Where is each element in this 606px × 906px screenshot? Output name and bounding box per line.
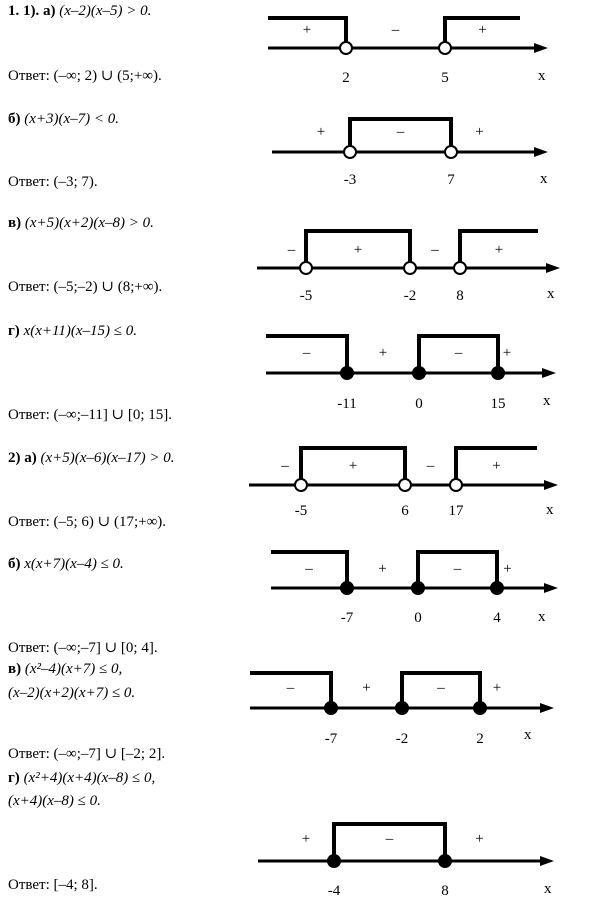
sign-label: + [492, 458, 501, 474]
closed-point [341, 367, 353, 379]
closed-point [492, 367, 504, 379]
axis-label-x: x [538, 609, 546, 625]
problem-1d-statement: г) x(x+11)(x–15) ≤ 0. [8, 323, 138, 339]
problem-2c-answer: Ответ: (–∞;–7] ∪ [–2; 2]. [8, 746, 166, 762]
sign-label: – [391, 22, 400, 38]
closed-point [341, 582, 353, 594]
point-label: -2 [395, 731, 409, 747]
sign-label: + [301, 831, 311, 847]
number-line-5 [249, 448, 558, 519]
axis-arrow [544, 583, 558, 593]
point-label: 17 [448, 503, 464, 519]
sign-label: – [431, 242, 439, 258]
closed-point [491, 582, 503, 594]
sign-label: + [475, 124, 484, 140]
open-point [300, 262, 312, 274]
open-point [445, 146, 457, 158]
point-label: -7 [340, 610, 354, 626]
open-point [454, 262, 466, 274]
problem-1b-answer: Ответ: (–3; 7). [8, 174, 98, 190]
point-label: 2 [476, 731, 484, 747]
point-label: 0 [414, 610, 422, 626]
axis-arrow [540, 703, 554, 713]
number-line-4 [266, 336, 556, 412]
sign-label: + [475, 831, 484, 847]
point-label: -4 [327, 883, 341, 899]
axis-label-x: x [543, 393, 551, 409]
problem-1c-answer: Ответ: (–5;–2) ∪ (8;+∞). [8, 279, 163, 295]
point-label: -3 [343, 172, 357, 188]
point-label: -11 [337, 396, 357, 412]
sign-label: + [492, 680, 502, 696]
axis-arrow [540, 856, 554, 866]
problem-1a-answer: Ответ: (–∞; 2) ∪ (5;+∞). [8, 68, 162, 84]
sign-label: – [426, 458, 435, 474]
point-label: 8 [456, 288, 464, 304]
number-line-7 [250, 673, 554, 747]
point-label: -5 [299, 288, 313, 304]
closed-point [412, 582, 424, 594]
problem-2c-statement-line2: (x–2)(x+2)(x+7) ≤ 0. [8, 685, 136, 701]
closed-point [413, 367, 425, 379]
open-point [404, 262, 416, 274]
axis-label-x: x [540, 171, 548, 187]
sign-label: – [453, 561, 462, 577]
problem-1c-statement: в) (x+5)(x+2)(x–8) > 0. [8, 215, 154, 231]
axis-label-x: x [538, 68, 546, 84]
sign-label: – [305, 561, 313, 577]
closed-point [325, 702, 337, 714]
point-label: -7 [324, 731, 338, 747]
sign-label: + [362, 680, 371, 696]
point-label: 7 [447, 172, 455, 188]
closed-point [328, 855, 340, 867]
axis-label-x: x [547, 286, 555, 302]
number-line-8 [258, 824, 554, 899]
problem-1b-statement: б) (x+3)(x–7) < 0. [8, 111, 120, 127]
closed-point [474, 702, 486, 714]
number-line-6 [271, 552, 558, 626]
axis-arrow [542, 368, 556, 378]
sign-label: + [478, 22, 487, 38]
sign-label: – [385, 831, 394, 847]
number-line-2 [272, 119, 548, 188]
sign-label: + [503, 561, 512, 577]
axis-arrow [534, 43, 548, 53]
sign-label: + [378, 561, 387, 577]
number-line-1 [268, 18, 548, 86]
problem-2d-statement-line2: (x+4)(x–8) ≤ 0. [8, 793, 101, 809]
number-line-3 [257, 231, 560, 304]
sign-label: + [502, 345, 512, 361]
open-point [295, 479, 307, 491]
point-label: 4 [493, 610, 501, 626]
sign-label: + [302, 22, 312, 38]
problem-2c-statement: в) (x²–4)(x+7) ≤ 0, [8, 661, 123, 677]
problem-2d-statement: г) (x²+4)(x+4)(x–8) ≤ 0, [8, 770, 156, 786]
problem-2b-answer: Ответ: (–∞;–7] ∪ [0; 4]. [8, 640, 158, 656]
point-label: -5 [294, 503, 308, 519]
problem-2a-statement: 2) а) (x+5)(x–6)(x–17) > 0. [8, 450, 175, 466]
problem-1a-statement: 1. 1). а) (x–2)(x–5) > 0. [8, 3, 152, 19]
axis-label-x: x [524, 727, 532, 743]
closed-point [396, 702, 408, 714]
closed-point [439, 855, 451, 867]
point-label: 15 [490, 396, 506, 412]
axis-arrow [544, 480, 558, 490]
sign-label: – [302, 345, 311, 361]
open-point [450, 479, 462, 491]
sign-label: – [287, 242, 296, 258]
sign-label: – [396, 124, 405, 140]
point-label: 8 [441, 883, 449, 899]
point-label: 5 [441, 70, 449, 86]
point-label: 6 [401, 503, 409, 519]
problem-1d-answer: Ответ: (–∞;–11] ∪ [0; 15]. [8, 407, 173, 423]
sign-curve [301, 448, 537, 485]
sign-label: – [286, 680, 295, 696]
sign-label: – [454, 345, 463, 361]
axis-label-x: x [546, 502, 554, 518]
sign-label: + [494, 242, 504, 258]
point-label: -2 [403, 288, 417, 304]
sign-label: – [281, 458, 289, 474]
axis-arrow [546, 263, 560, 273]
open-point [344, 146, 356, 158]
sign-label: + [378, 345, 388, 361]
open-point [340, 42, 352, 54]
point-label: 0 [415, 396, 423, 412]
problem-2d-answer: Ответ: [–4; 8]. [8, 877, 98, 893]
problem-2a-answer: Ответ: (–5; 6) ∪ (17;+∞). [8, 514, 167, 530]
sign-label: + [316, 124, 326, 140]
point-label: 2 [342, 70, 350, 86]
axis-label-x: x [544, 881, 552, 897]
sign-label: – [437, 680, 445, 696]
sign-label: + [348, 458, 358, 474]
open-point [399, 479, 411, 491]
axis-arrow [534, 147, 548, 157]
problem-2b-statement: б) x(x+7)(x–4) ≤ 0. [8, 556, 124, 572]
open-point [439, 42, 451, 54]
sign-label: + [353, 242, 363, 258]
